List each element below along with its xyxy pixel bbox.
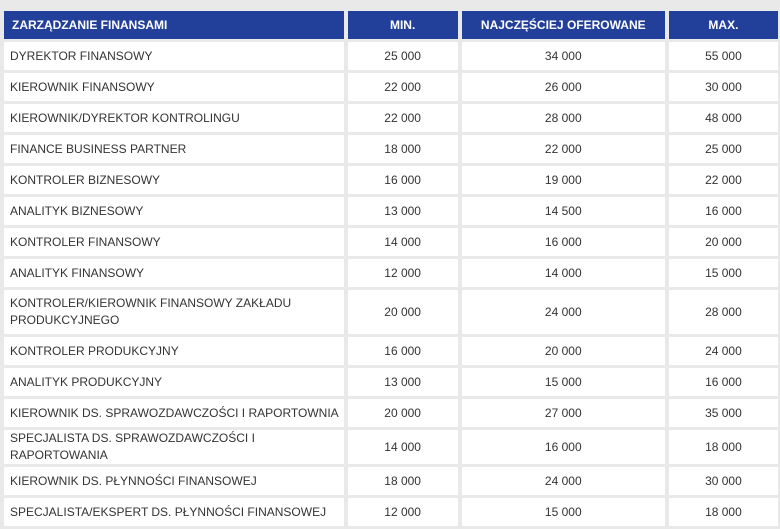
most-offered-cell: 14 500 <box>462 197 665 225</box>
min-cell: 16 000 <box>348 337 458 365</box>
position-cell: KIEROWNIK/DYREKTOR KONTROLINGU <box>4 104 344 132</box>
min-cell: 20 000 <box>348 399 458 427</box>
table-row <box>4 467 778 495</box>
max-cell: 24 000 <box>669 337 778 365</box>
position-cell: KIEROWNIK DS. SPRAWOZDAWCZOŚCI I RAPORTOWNIA <box>4 399 344 427</box>
min-cell: 14 000 <box>348 430 458 464</box>
table-row <box>4 337 778 365</box>
max-cell: 16 000 <box>669 368 778 396</box>
max-cell: 18 000 <box>669 430 778 464</box>
most-offered-cell: 26 000 <box>462 73 665 101</box>
table-row <box>4 104 778 132</box>
max-cell: 15 000 <box>669 259 778 287</box>
position-cell: KONTROLER/KIEROWNIK FINANSOWY ZAKŁADU PRODUKCYJNEGO <box>4 290 344 334</box>
table-row <box>4 42 778 70</box>
most-offered-cell: 28 000 <box>462 104 665 132</box>
max-cell: 25 000 <box>669 135 778 163</box>
table-header-row <box>4 11 778 39</box>
max-cell: 48 000 <box>669 104 778 132</box>
header-min: MIN. <box>348 11 458 39</box>
table-row <box>4 166 778 194</box>
position-cell: KONTROLER BIZNESOWY <box>4 166 344 194</box>
most-offered-cell: 16 000 <box>462 228 665 256</box>
most-offered-cell: 22 000 <box>462 135 665 163</box>
most-offered-cell: 34 000 <box>462 42 665 70</box>
min-cell: 12 000 <box>348 498 458 526</box>
max-cell: 35 000 <box>669 399 778 427</box>
most-offered-cell: 19 000 <box>462 166 665 194</box>
position-cell: KIEROWNIK FINANSOWY <box>4 73 344 101</box>
min-cell: 14 000 <box>348 228 458 256</box>
most-offered-cell: 15 000 <box>462 498 665 526</box>
position-cell: DYREKTOR FINANSOWY <box>4 42 344 70</box>
min-cell: 16 000 <box>348 166 458 194</box>
table-row <box>4 197 778 225</box>
position-cell: FINANCE BUSINESS PARTNER <box>4 135 344 163</box>
position-cell: KONTROLER PRODUKCYJNY <box>4 337 344 365</box>
min-cell: 22 000 <box>348 73 458 101</box>
min-cell: 12 000 <box>348 259 458 287</box>
table-row <box>4 135 778 163</box>
salary-table <box>0 8 780 529</box>
min-cell: 18 000 <box>348 135 458 163</box>
table-row <box>4 399 778 427</box>
max-cell: 22 000 <box>669 166 778 194</box>
min-cell: 20 000 <box>348 290 458 334</box>
table-row <box>4 498 778 526</box>
most-offered-cell: 20 000 <box>462 337 665 365</box>
salary-table-container <box>4 8 778 529</box>
position-cell: KIEROWNIK DS. PŁYNNOŚCI FINANSOWEJ <box>4 467 344 495</box>
table-row <box>4 228 778 256</box>
table-row <box>4 259 778 287</box>
most-offered-cell: 16 000 <box>462 430 665 464</box>
table-body <box>4 42 778 526</box>
header-position: ZARZĄDZANIE FINANSAMI <box>4 11 344 39</box>
header-max: MAX. <box>669 11 778 39</box>
header-most-offered: NAJCZĘŚCIEJ OFEROWANE <box>462 11 665 39</box>
table-row <box>4 368 778 396</box>
most-offered-cell: 14 000 <box>462 259 665 287</box>
max-cell: 16 000 <box>669 197 778 225</box>
most-offered-cell: 24 000 <box>462 467 665 495</box>
table-row <box>4 290 778 334</box>
max-cell: 30 000 <box>669 467 778 495</box>
position-cell: ANALITYK FINANSOWY <box>4 259 344 287</box>
min-cell: 18 000 <box>348 467 458 495</box>
position-cell: SPECJALISTA/EKSPERT DS. PŁYNNOŚCI FINANSOWEJ <box>4 498 344 526</box>
max-cell: 18 000 <box>669 498 778 526</box>
position-cell: SPECJALISTA DS. SPRAWOZDAWCZOŚCI I RAPORTOWANIA <box>4 430 344 464</box>
most-offered-cell: 24 000 <box>462 290 665 334</box>
table-row <box>4 430 778 464</box>
position-cell: ANALITYK BIZNESOWY <box>4 197 344 225</box>
max-cell: 20 000 <box>669 228 778 256</box>
max-cell: 55 000 <box>669 42 778 70</box>
max-cell: 28 000 <box>669 290 778 334</box>
min-cell: 13 000 <box>348 368 458 396</box>
most-offered-cell: 27 000 <box>462 399 665 427</box>
max-cell: 30 000 <box>669 73 778 101</box>
position-cell: ANALITYK PRODUKCYJNY <box>4 368 344 396</box>
position-cell: KONTROLER FINANSOWY <box>4 228 344 256</box>
table-row <box>4 73 778 101</box>
min-cell: 25 000 <box>348 42 458 70</box>
min-cell: 22 000 <box>348 104 458 132</box>
min-cell: 13 000 <box>348 197 458 225</box>
most-offered-cell: 15 000 <box>462 368 665 396</box>
